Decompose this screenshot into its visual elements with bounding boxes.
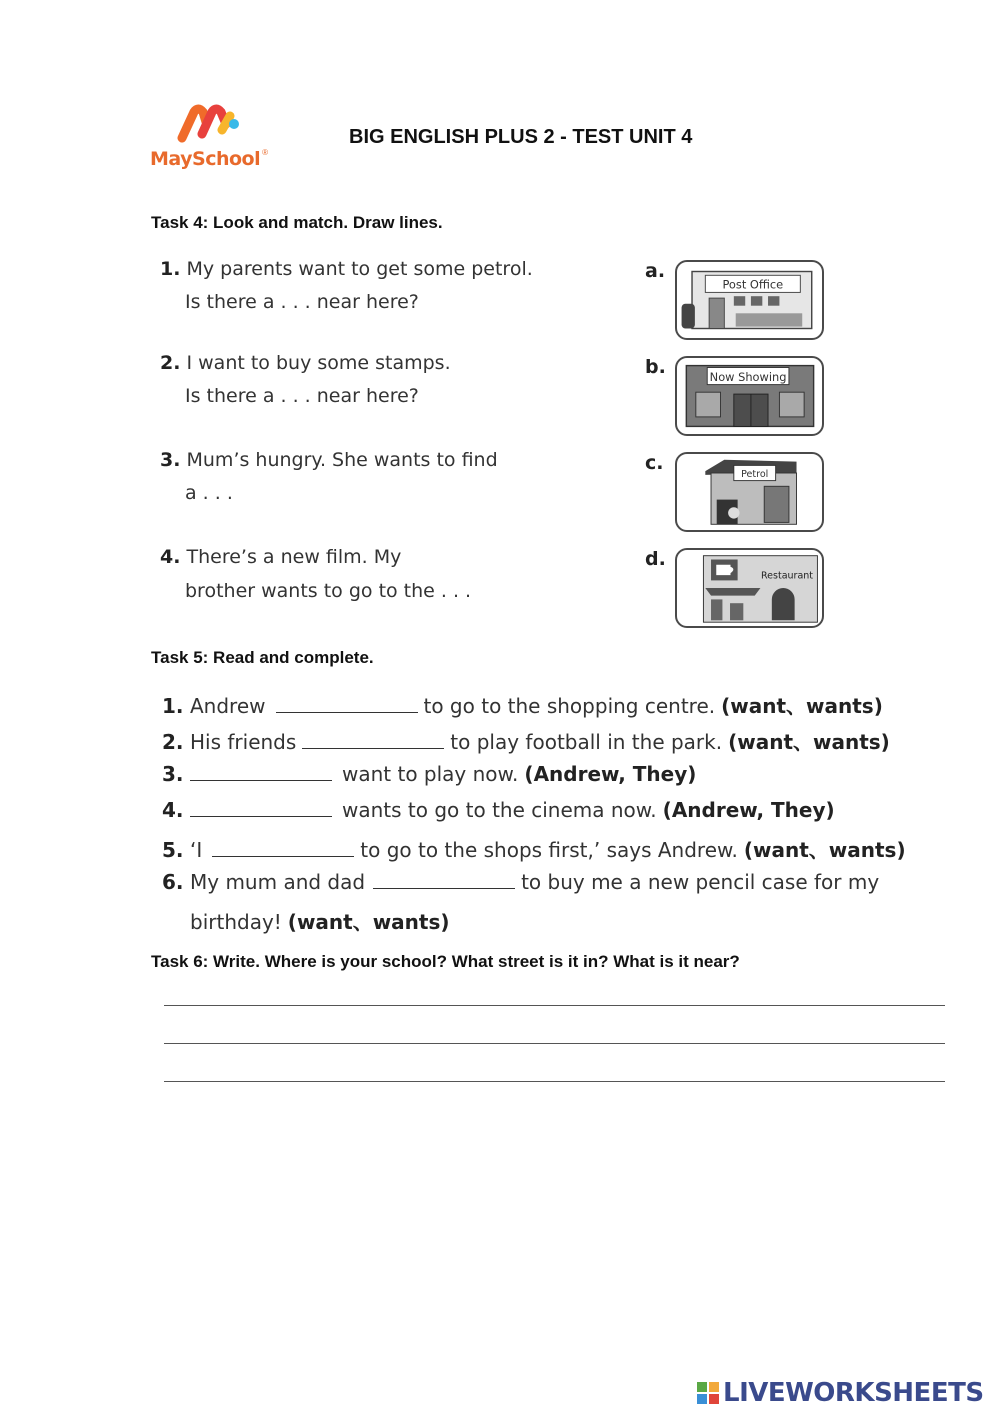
item-hint: (want、wants): [728, 730, 890, 754]
item-hint: (want、wants): [743, 838, 906, 862]
logo-wordmark: MaySchool: [150, 148, 261, 170]
item-hint: (want、wants): [287, 910, 450, 934]
mayschool-logo: [150, 104, 268, 178]
registered-mark: ®: [262, 148, 268, 157]
task4-question-4: [160, 546, 401, 568]
writing-line[interactable]: [164, 1005, 945, 1006]
item-text-before: Andrew: [190, 694, 266, 718]
answer-blank[interactable]: [190, 779, 332, 781]
option-letter-b: b.: [645, 356, 666, 378]
question-text: There’s a new film. My: [186, 546, 402, 568]
item-text-after: to buy me a new pencil case for my: [521, 870, 880, 894]
answer-blank[interactable]: [212, 855, 354, 857]
liveworksheets-icon: [697, 1382, 719, 1404]
cinema-sign: Now Showing: [709, 369, 787, 384]
item-number: 6.: [162, 870, 184, 894]
item-number: 3.: [162, 762, 184, 786]
task5-item-1: [162, 690, 883, 719]
answer-blank[interactable]: [302, 747, 444, 749]
restaurant-sign: Restaurant: [761, 570, 814, 582]
mayschool-m-icon: [176, 104, 242, 146]
item-text-after: wants to go to the cinema now.: [342, 798, 657, 822]
item-text-after: to go to the shopping centre.: [423, 694, 716, 718]
task5-item-2: [162, 726, 890, 755]
item-text-after: want to play now.: [342, 762, 519, 786]
option-letter-d: d.: [645, 548, 666, 570]
task4-heading: Task 4: Look and match. Draw lines.: [151, 213, 443, 232]
question-number: 3.: [160, 449, 181, 471]
task6-heading: Task 6: Write. Where is your school? What street is it in? What is it near?: [151, 952, 740, 971]
task5-item-6-line2: [190, 906, 450, 935]
writing-line[interactable]: [164, 1043, 945, 1044]
item-text-before: His friends: [190, 730, 297, 754]
task5-item-5: [162, 834, 906, 863]
task5-item-3: [162, 762, 696, 786]
cinema-icon: [677, 358, 822, 434]
task4-question-3-line2: a . . .: [185, 482, 233, 504]
task4-question-2: [160, 352, 451, 374]
answer-blank[interactable]: [276, 711, 418, 713]
brand-name: LIVEWORKSHEETS: [723, 1378, 984, 1408]
item-text-before: My mum and dad: [190, 870, 366, 894]
item-number: 2.: [162, 730, 184, 754]
answer-blank[interactable]: [373, 887, 515, 889]
page-title: BIG ENGLISH PLUS 2 - TEST UNIT 4: [349, 126, 693, 148]
task5-item-6: [162, 870, 879, 894]
item-hint: (want、wants): [721, 694, 883, 718]
task5-heading: Task 5: Read and complete.: [151, 648, 374, 667]
item-text-before: ‘I: [190, 838, 203, 862]
cinema-picture[interactable]: [675, 356, 824, 436]
item-number: 5.: [162, 838, 184, 862]
item-text-after: to go to the shops first,’ says Andrew.: [360, 838, 738, 862]
item-text-continued: birthday!: [190, 910, 282, 934]
petrol-sign: Petrol: [741, 468, 769, 480]
question-text: I want to buy some stamps.: [186, 352, 451, 374]
option-letter-c: c.: [645, 452, 664, 474]
restaurant-picture[interactable]: [675, 548, 824, 628]
question-number: 4.: [160, 546, 181, 568]
option-letter-a: a.: [645, 260, 666, 282]
writing-line[interactable]: [164, 1081, 945, 1082]
liveworksheets-brand: [697, 1377, 984, 1409]
item-number: 4.: [162, 798, 184, 822]
task4-question-2-line2: Is there a . . . near here?: [185, 385, 419, 407]
item-text-after: to play football in the park.: [450, 730, 723, 754]
answer-blank[interactable]: [190, 815, 332, 817]
task5-item-4: [162, 798, 835, 822]
question-text: My parents want to get some petrol.: [186, 258, 533, 280]
post-office-icon: [677, 262, 822, 338]
task4-question-4-line2: brother wants to go to the . . .: [185, 580, 472, 602]
item-hint: (Andrew, They): [524, 762, 697, 786]
question-number: 1.: [160, 258, 181, 280]
post-office-picture[interactable]: [675, 260, 824, 340]
question-text: Mum’s hungry. She wants to find: [186, 449, 498, 471]
question-number: 2.: [160, 352, 181, 374]
restaurant-icon: [677, 550, 822, 626]
item-hint: (Andrew, They): [662, 798, 835, 822]
item-number: 1.: [162, 694, 184, 718]
petrol-station-picture[interactable]: [675, 452, 824, 532]
task4-question-3: [160, 449, 498, 471]
task4-question-1-line2: Is there a . . . near here?: [185, 291, 419, 313]
task4-question-1: [160, 258, 533, 280]
post-office-sign: Post Office: [722, 277, 784, 292]
petrol-station-icon: [677, 454, 822, 530]
